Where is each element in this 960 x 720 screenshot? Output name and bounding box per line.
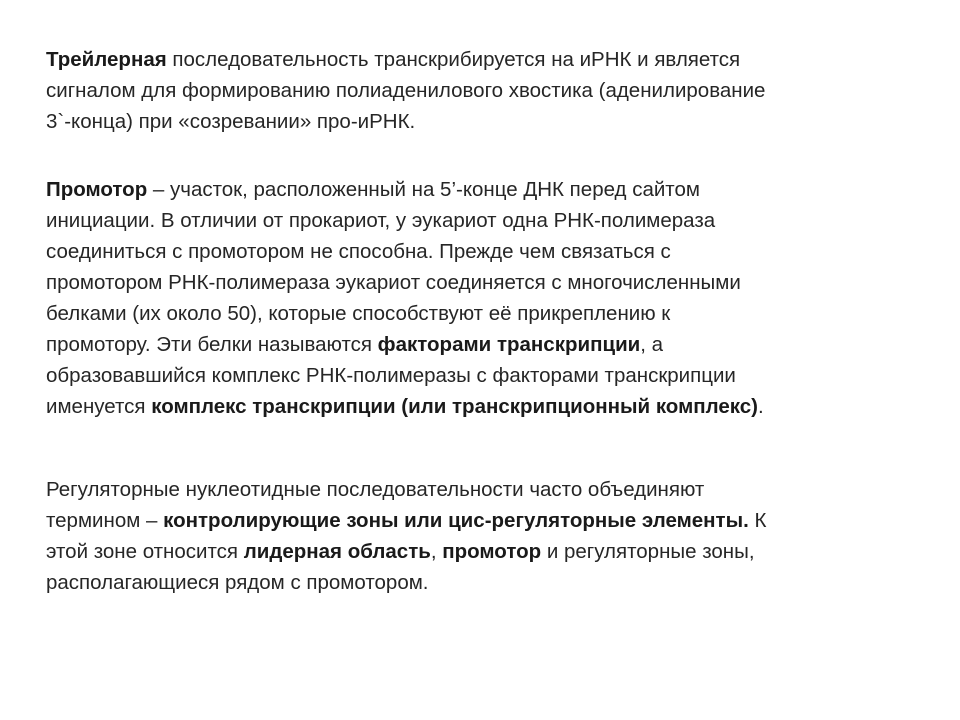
paragraph-regulatory bbox=[46, 474, 926, 598]
term-promoter-2: промотор bbox=[442, 540, 542, 563]
paragraph-trailer bbox=[46, 44, 926, 137]
text-line: Регуляторные нуклеотидные последовательности часто объединяют bbox=[46, 478, 705, 501]
text-line: этой зоне относится лидерная область, промотор и регуляторные зоны, bbox=[46, 540, 755, 563]
text-line: термином – контролирующие зоны или цис-регуляторные элементы. К bbox=[46, 509, 767, 532]
text-line: именуется комплекс транскрипции (или транскрипционный комплекс). bbox=[46, 395, 764, 418]
text-line: Промотор – участок, расположенный на 5’-конце ДНК перед сайтом bbox=[46, 178, 700, 201]
term-transcription-factors: факторами транскрипции bbox=[377, 333, 641, 356]
text-line: образовавшийся комплекс РНК-полимеразы с факторами транскрипции bbox=[46, 364, 736, 387]
text-line: Трейлерная последовательность транскрибируется на иРНК и является bbox=[46, 48, 741, 71]
text-line: белками (их около 50), которые способствуют её прикреплению к bbox=[46, 302, 671, 325]
text-line: располагающиеся рядом с промотором. bbox=[46, 571, 429, 594]
text-line: промотору. Эти белки называются факторами транскрипции, а bbox=[46, 333, 664, 356]
term-control-zones: контролирующие зоны или цис-регуляторные элементы. bbox=[163, 509, 749, 532]
text-line: соединиться с промотором не способна. Прежде чем связаться с bbox=[46, 240, 671, 263]
term-leader-region: лидерная область bbox=[243, 540, 431, 563]
term-trailer: Трейлерная bbox=[46, 48, 167, 71]
term-promoter: Промотор bbox=[46, 178, 148, 201]
text-line: сигналом для формированию полиаденилового хвостика (аденилирование bbox=[46, 79, 766, 102]
text-line: инициации. В отличии от прокариот, у эукариот одна РНК-полимераза bbox=[46, 209, 716, 232]
term-transcription-complex: комплекс транскрипции (или транскрипционный комплекс) bbox=[151, 395, 758, 418]
paragraph-promoter bbox=[46, 174, 926, 422]
text-line: 3`-конца) при «созревании» про-иРНК. bbox=[46, 110, 416, 133]
text-line: промотором РНК-полимераза эукариот соединяется с многочисленными bbox=[46, 271, 741, 294]
